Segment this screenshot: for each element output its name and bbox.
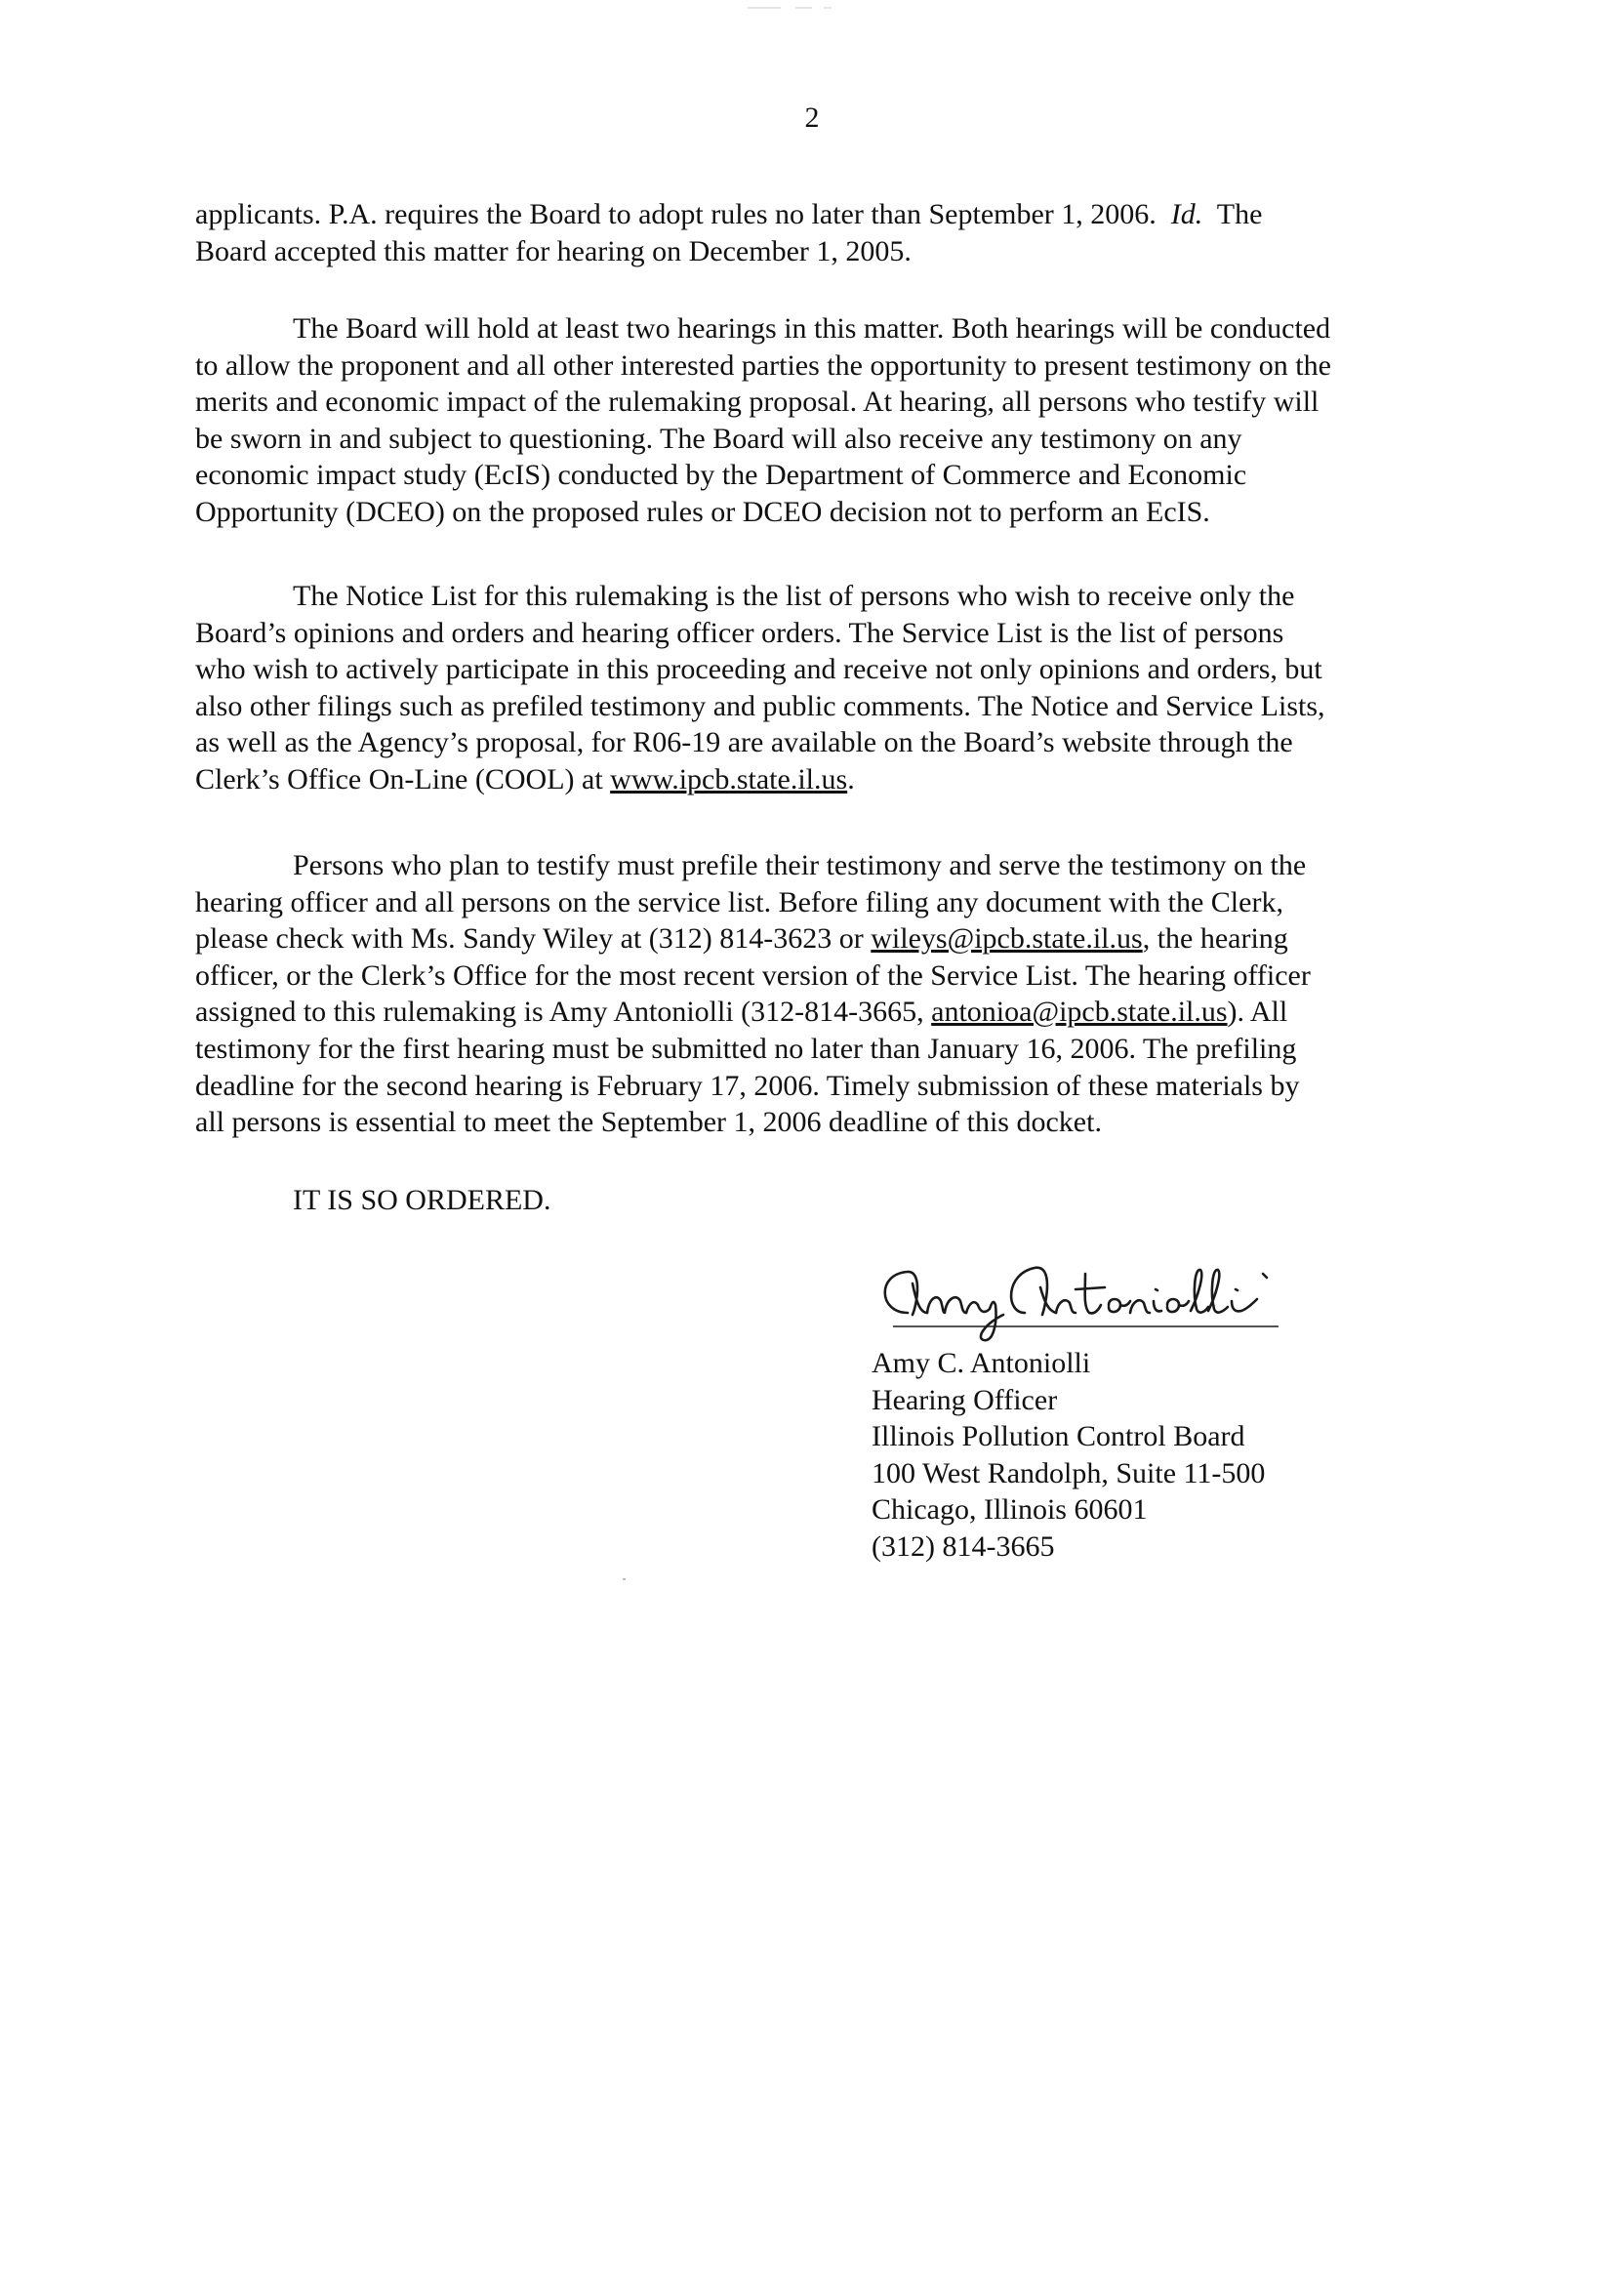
paragraph-2-line-6: Opportunity (DCEO) on the proposed rules or DCEO decision not to perform an EcIS. [195,495,1210,528]
antoniolli-email-link[interactable]: antonioa@ipcb.state.il.us [931,996,1228,1029]
scan-speck [623,1578,626,1580]
signer-title: Hearing Officer [872,1383,1058,1416]
paragraph-2-line-5: economic impact study (EcIS) conducted by the Department of Commerce and Economic [195,459,1247,492]
paragraph-4-line-2: hearing officer and all persons on the service list. Before filing any document with the Clerk, [195,885,1283,918]
paragraph-4-line-8: all persons is essential to meet the September 1, 2006 deadline of this docket. [195,1106,1102,1139]
paragraph-3 [195,578,1466,798]
paragraph-4-line-5: assigned to this rulemaking is Amy Antoniolli (312-814-3665, antonioa@ipcb.state.il.us). All [195,996,1288,1029]
paragraph-4-line-6: testimony for the first hearing must be submitted no later than January 16, 2006. The prefiling [195,1032,1297,1065]
paragraph-3-line-3: who wish to actively participate in this proceeding and receive not only opinions and orders, but [195,653,1322,686]
wiley-email-link[interactable]: wileys@ipcb.state.il.us [871,922,1143,956]
signer-city: Chicago, Illinois 60601 [872,1493,1148,1527]
website-link[interactable]: www.ipcb.state.il.us [610,762,848,795]
signer-address: 100 West Randolph, Suite 11-500 [872,1456,1266,1489]
paragraph-3-line-5: as well as the Agency’s proposal, for R06-19 are available on the Board’s website through the [195,726,1293,759]
paragraph-2 [195,310,1466,531]
scan-artifact [742,0,859,14]
paragraph-2-line-3: merits and economic impact of the rulemaking proposal. At hearing, all persons who testify will [195,386,1320,419]
handwritten-signature [869,1244,1415,1352]
paragraph-3-line-4: also other filings such as prefiled testimony and public comments. The Notice and Service Lists, [195,689,1325,722]
closing-order: IT IS SO ORDERED. [293,1184,551,1216]
paragraph-4 [195,847,1466,1141]
paragraph-3-line-6: Clerk’s Office On-Line (COOL) at www.ipcb.state.il.us. [195,762,855,795]
paragraph-1 [195,196,1466,269]
paragraph-4-line-1: Persons who plan to testify must prefile their testimony and serve the testimony on the [293,849,1307,881]
paragraph-1-line-2: Board accepted this matter for hearing on December 1, 2005. [195,234,912,267]
page-number: 2 [804,102,820,134]
paragraph-2-line-2: to allow the proponent and all other interested parties the opportunity to present testimony on the [195,348,1331,382]
paragraph-3-line-2: Board’s opinions and orders and hearing officer orders. The Service List is the list of persons [195,616,1284,649]
signer-organization: Illinois Pollution Control Board [872,1420,1245,1453]
paragraph-4-line-7: deadline for the second hearing is February 17, 2006. Timely submission of these materials by [195,1069,1300,1102]
paragraph-3-line-1: The Notice List for this rulemaking is the list of persons who wish to receive only the [293,580,1295,612]
paragraph-4-line-3: please check with Ms. Sandy Wiley at (312) 814-3623 or wileys@ipcb.state.il.us, the hearing [195,922,1288,956]
paragraph-4-line-4: officer, or the Clerk’s Office for the most recent version of the Service List. The hearing officer [195,958,1311,992]
signature-block [872,1345,1265,1566]
signer-phone: (312) 814-3665 [872,1529,1055,1563]
signer-name: Amy C. Antoniolli [872,1347,1091,1379]
id-citation: Id. [1170,198,1203,230]
paragraph-2-line-1: The Board will hold at least two hearings in this matter. Both hearings will be conducted [293,312,1331,345]
paragraph-1-line-1: applicants. P.A. requires the Board to adopt rules no later than September 1, 2006. Id. The [195,198,1263,230]
paragraph-2-line-4: be sworn in and subject to questioning. The Board will also receive any testimony on any [195,422,1242,455]
